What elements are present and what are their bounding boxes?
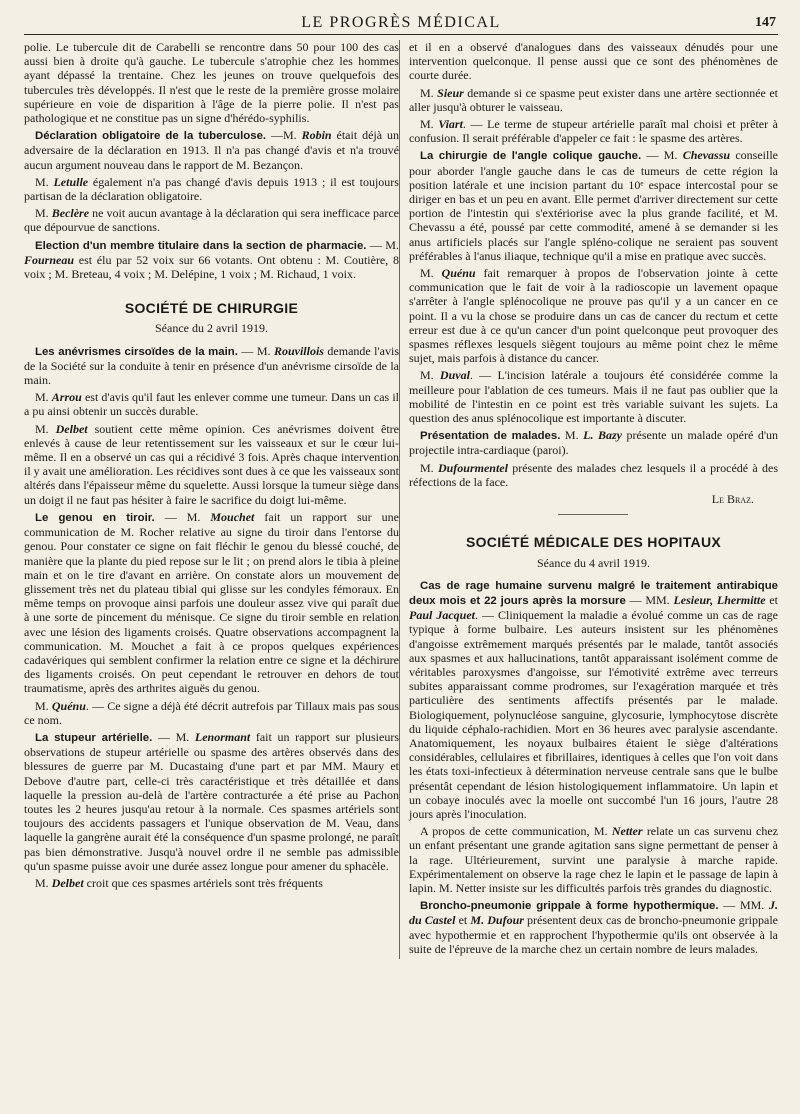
paragraph-netter: A propos de cette communication, M. Netter relate un cas survenu chez un enfant présentant une grande agitation sans signe permettant de penser à la rage. Ultérieurement, survint une paralysie à marche rapide. Expérimentalement on observe la rage chez le lapin et le passage de lapin à lapin. M. Netter insiste sur les difficultés parfois très grandes du diagnostic. (408, 824, 779, 895)
author-lesieur-lhermitte: Lesieur, Lhermitte (673, 592, 766, 607)
paragraph-election: Election d'un membre titulaire dans la section de pharmacie. — M. Fourneau est élu par 52 voix sur 66 votants. Ont obtenu : M. Coutière, 8 voix ; M. Breteau, 4 voix ; M. Delépine, 1 voix ; M. Richaud, 1 voix. (24, 237, 399, 282)
left-column (24, 40, 399, 959)
heading-genou: Le genou en tiroir. (35, 511, 155, 524)
author-beclere: Beclère (51, 206, 90, 221)
heading-declaration: Déclaration obligatoire de la tuberculose. (35, 130, 267, 143)
paragraph-delbet-1: M. Delbet soutient cette même opinion. Ces anévrismes doivent être enlevés à cause de leur retentissement sur les vaisseaux et sur le cœur lui-même. Il en a observé un cas qui a récidivé 3 fois. Après chaque intervention il y avait une amélioration. Les récidives sont dues à ce que les vaisseaux sont altérés dans l'épaisseur même du squelette. Aussi lorsque la tumeur siège dans un doigt il ne faut pas hésiter à faire le sacrifice du doigt lui-même. (24, 421, 399, 507)
paragraph-sieur: M. Sieur demande si ce spasme peut exister dans une artère sectionnée et aller jusqu'à obturer le vaisseau. (408, 85, 778, 114)
columns (24, 40, 778, 959)
heading-broncho: Broncho-pneumonie grippale à forme hypothermique. (419, 900, 719, 913)
author-robin: Robin (301, 128, 332, 143)
paragraph-beclere: M. Beclère ne voit aucun avantage à la déclaration qui sera inefficace parce que dépourvue de sanctions. (24, 206, 399, 235)
author-viart: Viart (438, 117, 463, 132)
heading-stupeur: La stupeur artérielle. (35, 731, 153, 744)
paragraph-dufourmentel: M. Dufourmentel présente des malades chez lesquels il a procédé à des réfections de la face. (408, 460, 778, 489)
heading-election: Election d'un membre titulaire dans la section de pharmacie. (35, 239, 367, 252)
paragraph-quenu-2: M. Quénu fait remarquer à propos de l'observation jointe à cette communication que le fait de voir à la radioscopie un lavement opaque s'arrêter à l'angle splénocolique ne prouve pas qu'il y a un cancer en ce point. Il a vu la chose se produire dans un cas de cancer du rectum et cette erreur est due à ce qu'un cancer d'un point quelconque peut provoquer des spasmes réflexes lesquels siègent toujours au même point chez le même sujet, mais parfois à distance du cancer. (408, 266, 778, 366)
author-jacquet: Paul Jacquet (408, 608, 475, 623)
paragraph-duval: M. Duval. — L'incision latérale a toujours été considérée comme la meilleure pour l'ablation de ces tumeurs. Mais il ne faut pas oublier que la mobilité de l'intestin en ce point est très variable suivant les sujets. La question des anus splénocolique est importante à discuter. (408, 368, 778, 426)
author-arrou: Arrou (51, 390, 82, 405)
paragraph-delbet-2: M. Delbet croit que ces spasmes artériels sont très fréquents (35, 875, 323, 890)
paragraph-quenu-1: M. Quénu. — Ce signe a déjà été décrit autrefois par Tillaux mais pas sous ce nom. (24, 698, 399, 727)
paragraph-rage: Cas de rage humaine survenu malgré le traitement antirabique deux mois et 22 jours après la morsure — MM. Lesieur, Lhermitte et Paul Jacquet. — Cliniquement la maladie a évolué comme un cas de rage typique à forme bulbaire. Les auteurs insistent sur les phénomènes d'angoisse extrêmement marqués présentés par le malade, tantôt associés aux spasmes et aux hallucinations, tantôt apparaissant isolément comme de véritables paroxysmes d'angoisse, sur l'émotivité extrême avec terreurs subites apparaissant comme prodromes, sur l'exagération marquée et très particulière des sentiments affectifs présentés par le malade. Biologiquement, polynucléose sanguine, glycosurie, lymphocytose discrète du liquide céphalo-rachidien. Mort en 36 heures avec paralysie ascendante. Anatomiquement, les noyaux bulbaires étaient le siège d'altérations considérables, cellulaires et fibrillaires, identiques à celles que l'on voit dans les états toxi-infectieux à détermination nerveuse centrale sans que le bulbe présentât cependant de lésion histologiquement inflammatoire. Un lapin et un cobaye inoculés avec la moelle ont succombé l'un 16 jours, l'autre 28 jours après l'inoculation. (408, 579, 778, 821)
author-lenormant: Lenormant (194, 729, 251, 744)
author-bazy: L. Bazy (583, 428, 622, 443)
paragraph-letulle: M. Letulle également n'a pas changé d'avis depuis 1913 ; il est toujours partisan de la déclaration obligatoire. (24, 174, 399, 204)
journal-title: LE PROGRÈS MÉDICAL (301, 14, 501, 31)
author-sieur: Sieur (437, 85, 464, 100)
paragraph-broncho: Broncho-pneumonie grippale à forme hypothermique. — MM. J. du Castel et M. Dufour présentent deux cas de broncho-pneumonie grippale avec hypothermie et en rapprochent l'hypothermie qu'ils ont observée à la suite de l'épreuve de la marche chez un certain nombre de leurs malades. (408, 898, 778, 956)
section-title-hopitaux: SOCIÉTÉ MÉDICALE DES HOPITAUX (465, 534, 721, 551)
paragraph-anevrismes: Les anévrismes cirsoïdes de la main. — M. Rouvillois demande l'avis de la Société sur la conduite à tenir en présence d'un anévrisme cirsoïde de la main. (24, 343, 399, 388)
author-dufourmentel: Dufourmentel (437, 460, 508, 475)
author-dufour: M. Dufour (470, 913, 524, 928)
page-number: 147 (755, 15, 776, 30)
author-chevassu: Chevassu (682, 148, 731, 163)
divider (558, 514, 628, 515)
paragraph-presentation: Présentation de malades. M. L. Bazy présente un malade opéré d'un projectile intra-cardiaque (paroi). (408, 428, 779, 458)
section-title-chirurgie: SOCIÉTÉ DE CHIRURGIE (124, 300, 299, 317)
author-rouvillois: Rouvillois (273, 343, 324, 358)
paragraph-declaration: Déclaration obligatoire de la tuberculose. —M. Robin était déjà un adversaire de la déclaration en 1913. Il n'a pas changé d'avis et n'a trouvé aucun argument nouveau dans le rapport de M. Bezançon. (24, 128, 399, 172)
paragraph-carabelli: polie. Le tubercule dit de Carabelli se rencontre dans 50 pour 100 des cas aussi bien à droite qu'à gauche. Le tubercule s'atrophie chez les hommes ayant dépassé la trentaine. Chez les jeunes on trouve quelquefois des tubercules très développés. Il n'est que le reste de la première grosse molaire supérieure en voie de disparition à l'âge de la pierre polie. Il n'est pas pathologique et ne constitue pas un signe d'hérédo-syphilis. (24, 40, 399, 126)
author-fourneau: Fourneau (24, 252, 75, 267)
author-netter: Netter (611, 824, 643, 839)
heading-rage: Cas de rage humaine survenu malgré le traitement antirabique deux mois et 22 jours après la morsure (408, 579, 778, 607)
heading-anevrismes: Les anévrismes cirsoïdes de la main. (35, 345, 238, 358)
author-delbet: Delbet (51, 875, 84, 890)
paragraph-arrou: M. Arrou est d'avis qu'il faut les enlever comme une tumeur. Dans un cas il a pu ainsi obtenir un succès durable. (24, 390, 399, 419)
heading-presentation: Présentation de malades. (419, 430, 561, 443)
signature: Le Braz. (711, 492, 754, 507)
paragraph-angle-colique: La chirurgie de l'angle colique gauche. — M. Chevassu conseille pour aborder l'angle gauche dans le cas de tumeurs de cette région la position latérale et une incision partant du 10ᵉ espace intercostal pour se diriger en bas et un peu en avant. Elle permet d'arriver directement sur cette portion de l'intestin qui s'extériorise avec la plus grande facilité, et M. Chevassu a été, poussé par cette commodité, amené à se demander si les anus artificiels placés sur l'angle spléno-colique ne seraient pas souvent préférables à l'anus iliaque, technique qu'il a mise en pratique avec succès. (408, 148, 779, 263)
paragraph-stupeur: La stupeur artérielle. — M. Lenormant fait un rapport sur plusieurs observations de stupeur artérielle ou spasme des artères observés dans des blessures de guerre par M. Ducastaing d'une part et par MM. Maury et Debove d'autre part, celle-ci très caractéristique et très détaillée et dans laquelle la pression au-delà de l'artère contracturée a été prise au Pachon toutes les 2 heures jusqu'au retour à la normale. Ces spasmes artériels sont toujours des accidents passagers et l'unique observation de M. Veau, dans laquelle la gangrène aurait été la conséquence d'un spasme prolongé, ne paraît pas bien démonstrative. Jusqu'à nouvel ordre il ne semble pas admissible qu'un spasme puisse avoir une durée assez longue pour amener du sphacèle. (24, 729, 399, 873)
seance-date-chirurgie: Séance du 2 avril 1919. (155, 321, 268, 336)
heading-angle-colique: La chirurgie de l'angle colique gauche. (419, 150, 642, 163)
author-duval: Duval (439, 368, 470, 383)
author-quenu: Quénu (51, 698, 86, 713)
author-delbet: Delbet (55, 421, 88, 436)
right-column (399, 40, 778, 959)
author-du-castel: J. du Castel (408, 898, 778, 928)
seance-date-hopitaux: Séance du 4 avril 1919. (537, 555, 650, 570)
paragraph-continuation: et il en a observé d'analogues dans des vaisseaux dénudés pour une intervention quelconque. Il pense aussi que ce sont des phénomènes de courte durée. (408, 40, 778, 83)
paragraph-viart: M. Viart. — Le terme de stupeur artérielle paraît mal choisi et prêter à confusion. Il serait préférable d'appeler ce fait : le spasme des artères. (408, 117, 778, 146)
running-header (24, 10, 778, 35)
paragraph-genou: Le genou en tiroir. — M. Mouchet fait un rapport sur une communication de M. Rocher relative au signe du tiroir dans l'entorse du genou. Pour constater ce signe on fait fléchir le genou du blessé couché, de manière que la plante du pied repose sur le lit ; on prend alors le tibia à pleine main et on le tire d'avant en arrière. On constate alors un mouvement de glissement très net du plateau tibial qui glisse sur les condyles fémoraux. En même temps on provoque ainsi parfois une douleur assez vive qui paraît due à une sorte de pincement du ménisque. Ce signe du tiroir semble en relation avec une lésion des ligaments croisés. Quatre observations accompagnent la communication. M. Mouchet a fait à ce propos quelques expériences cadavériques qui semblent confirmer la relation entre ce signe et la déchirure des ligaments croisés. On peut cependant le retrouver en dehors de tout traumatisme, après des arthrites aiguës du genou. (24, 509, 399, 696)
author-mouchet: Mouchet (210, 509, 255, 524)
author-quenu: Quénu (441, 266, 476, 281)
author-letulle: Letulle (53, 174, 89, 189)
